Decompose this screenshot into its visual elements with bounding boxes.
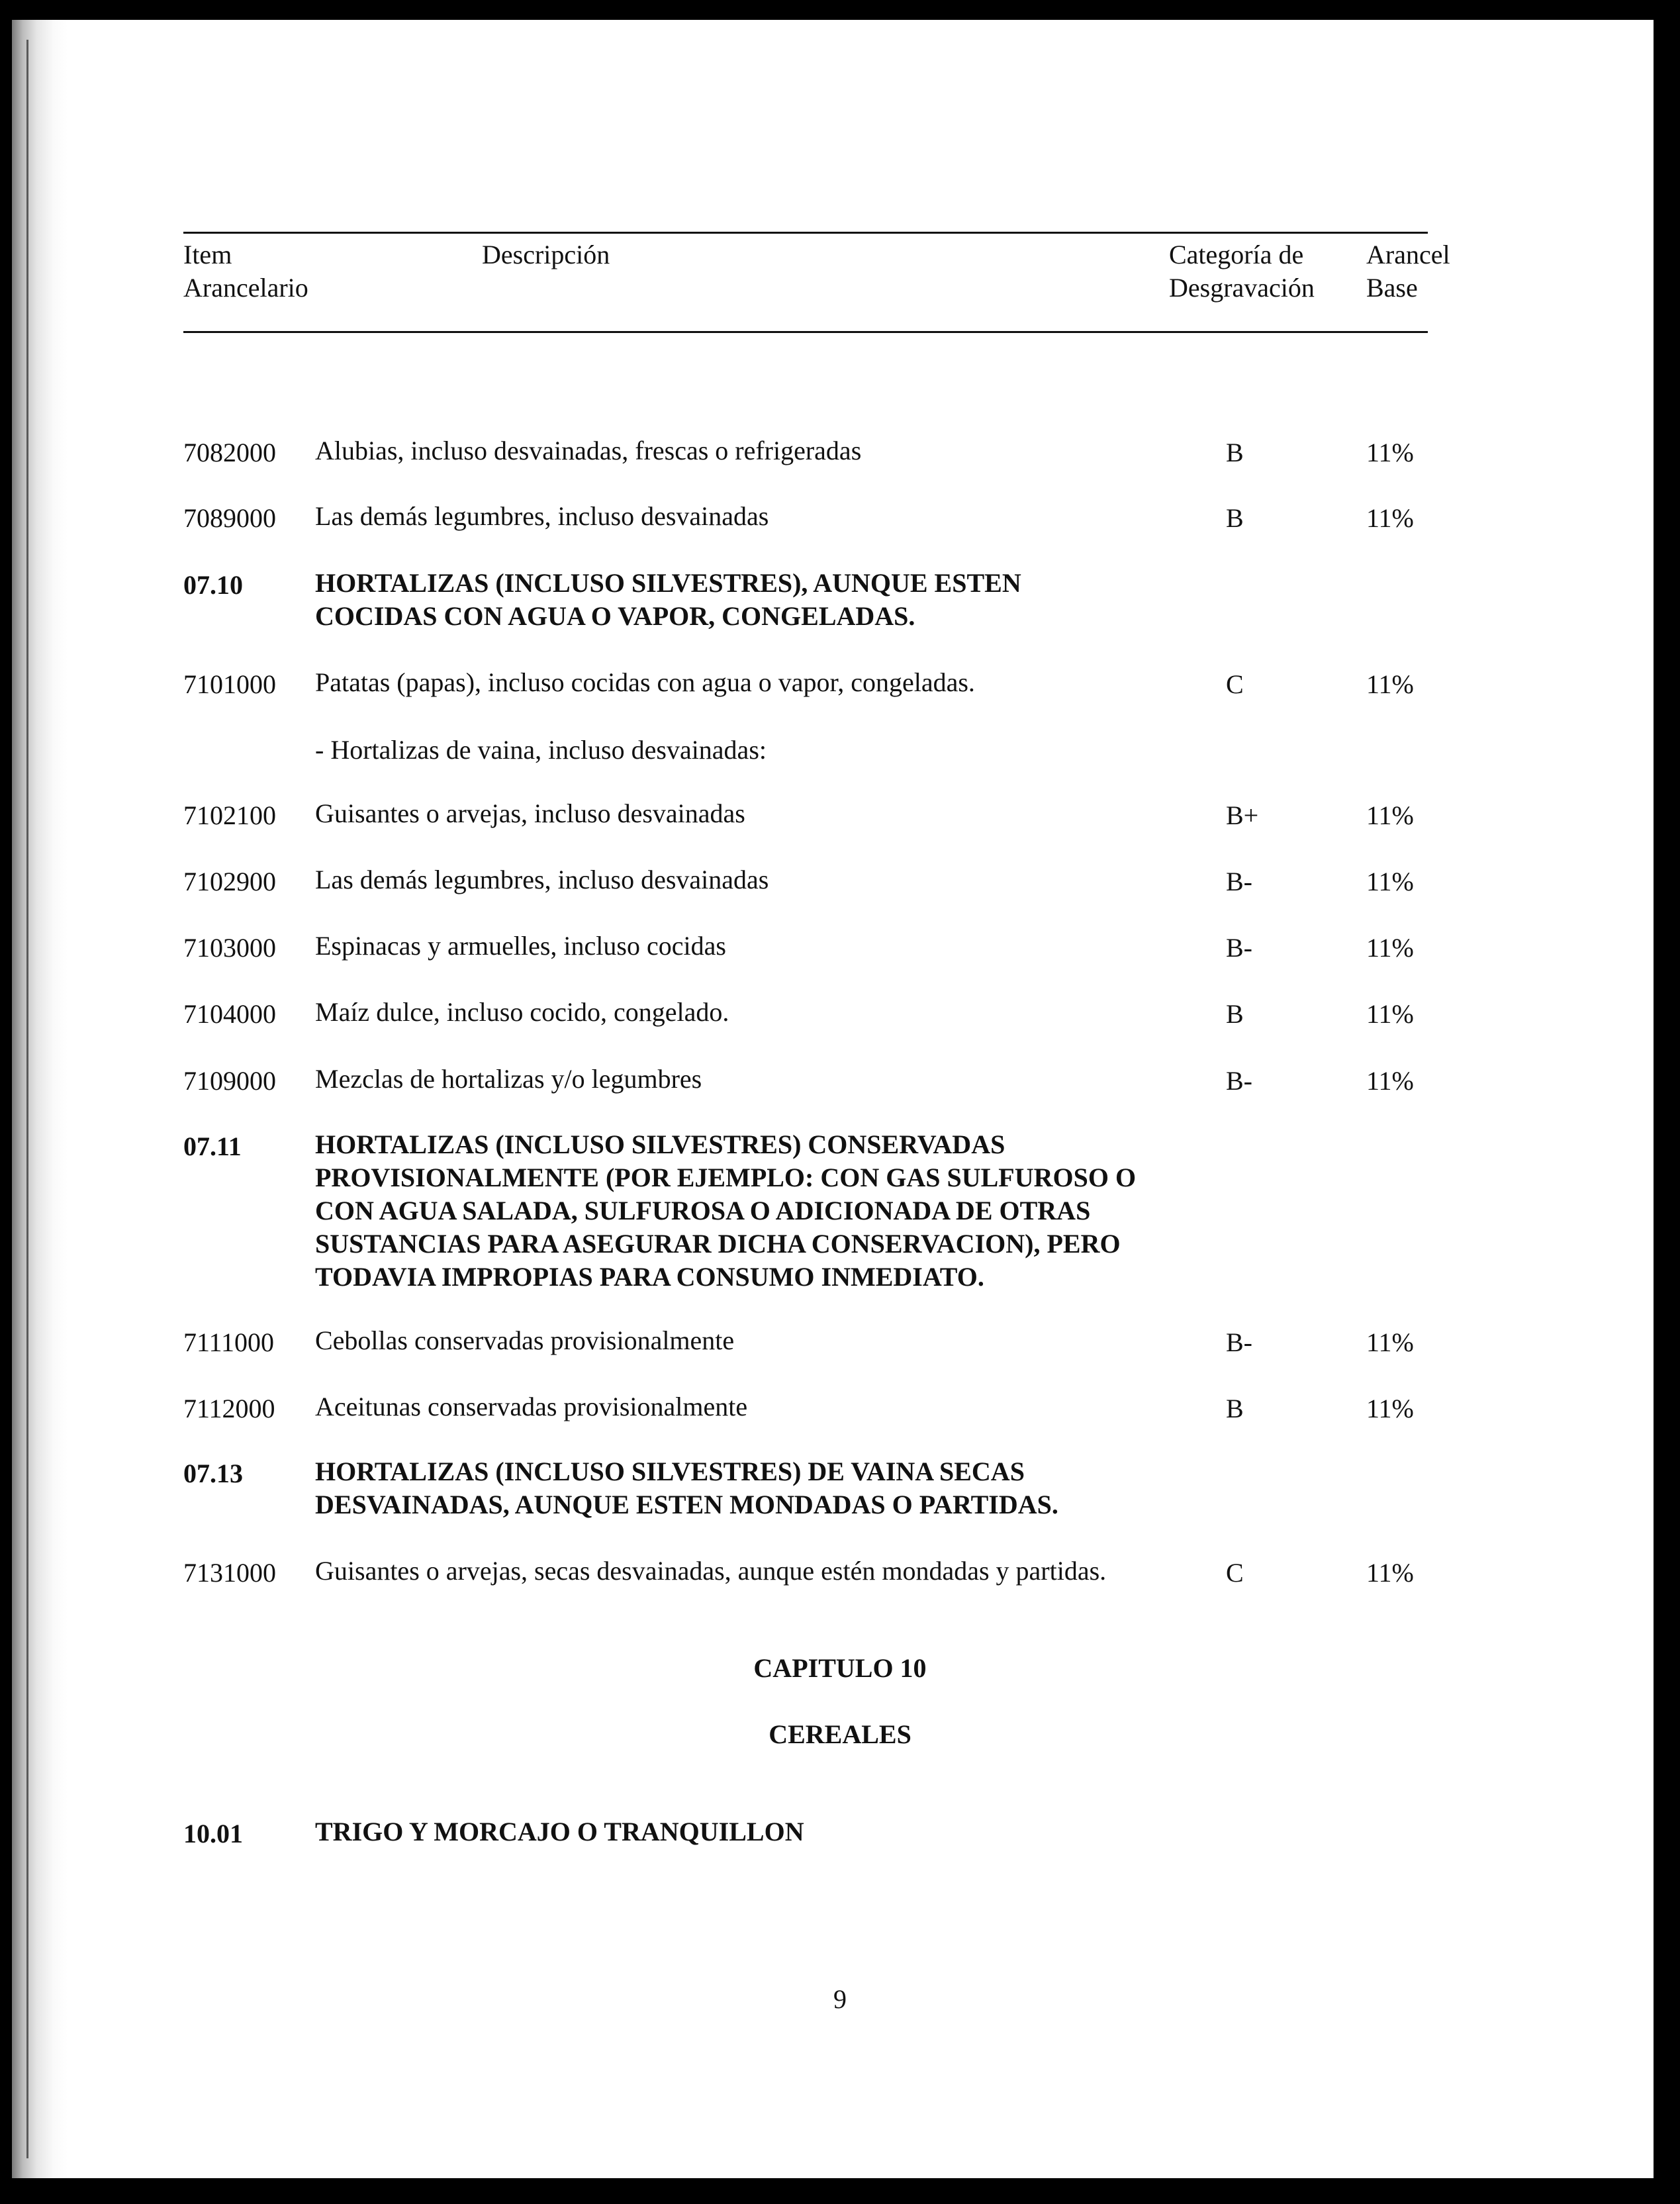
item-code: 7082000	[183, 438, 276, 467]
item-rate: 11%	[1366, 999, 1414, 1029]
heading-description	[315, 567, 1242, 633]
item-category: B-	[1226, 867, 1252, 896]
heading-description: TRIGO Y MORCAJO O TRANQUILLON	[315, 1817, 804, 1846]
heading-description	[315, 1455, 1242, 1521]
header-rate-line2: Base	[1366, 273, 1418, 303]
item-category: B+	[1226, 800, 1259, 830]
item-description: Las demás legumbres, incluso desvainadas	[315, 501, 769, 531]
item-rate: 11%	[1366, 669, 1414, 699]
item-description: Patatas (papas), incluso cocidas con agua o vapor, congeladas.	[315, 667, 975, 697]
item-category: B	[1226, 999, 1244, 1029]
item-code: 7109000	[183, 1066, 276, 1096]
heading-line: TODAVIA IMPROPIAS PARA CONSUMO INMEDIATO.	[315, 1262, 984, 1292]
item-rate: 11%	[1366, 1394, 1414, 1423]
scan-border-bottom	[0, 2178, 1680, 2204]
heading-line: SUSTANCIAS PARA ASEGURAR DICHA CONSERVACION), PERO	[315, 1229, 1121, 1259]
item-description: Las demás legumbres, incluso desvainadas	[315, 865, 769, 894]
item-category: B-	[1226, 933, 1252, 963]
item-category: B-	[1226, 1327, 1252, 1357]
item-category: B	[1226, 438, 1244, 467]
item-category: B	[1226, 1394, 1244, 1423]
item-code: 7111000	[183, 1327, 275, 1357]
header-description: Descripción	[482, 240, 610, 269]
heading-line: DESVAINADAS, AUNQUE ESTEN MONDADAS O PARTIDAS.	[315, 1490, 1058, 1519]
item-rate: 11%	[1366, 1327, 1414, 1357]
scan-border-top	[0, 0, 1680, 20]
scan-border-right	[1654, 0, 1680, 2204]
heading-code: 07.11	[183, 1131, 242, 1161]
header-category-column	[1169, 238, 1315, 305]
item-rate: 11%	[1366, 1066, 1414, 1096]
item-description: Espinacas y armuelles, incluso cocidas	[315, 931, 726, 961]
heading-line: HORTALIZAS (INCLUSO SILVESTRES) CONSERVADAS	[315, 1129, 1005, 1159]
item-description: Cebollas conservadas provisionalmente	[315, 1325, 735, 1355]
item-description: Guisantes o arvejas, incluso desvainadas	[315, 798, 745, 828]
heading-line: HORTALIZAS (INCLUSO SILVESTRES), AUNQUE ESTEN	[315, 568, 1021, 598]
item-code: 7131000	[183, 1558, 276, 1588]
scan-binding-shadow	[12, 20, 68, 2178]
item-rate: 11%	[1366, 438, 1414, 467]
scan-border-left	[0, 0, 12, 2204]
item-code: 7102100	[183, 800, 276, 830]
item-category: B-	[1226, 1066, 1252, 1096]
item-description: Guisantes o arvejas, secas desvainadas, aunque estén mondadas y partidas.	[315, 1556, 1107, 1586]
heading-code: 07.13	[183, 1459, 243, 1488]
header-top-rule	[183, 232, 1428, 234]
item-code: 7104000	[183, 999, 276, 1029]
header-bottom-rule	[183, 331, 1428, 333]
subheading: - Hortalizas de vaina, incluso desvainadas:	[315, 735, 767, 765]
item-description: Aceitunas conservadas provisionalmente	[315, 1392, 748, 1421]
item-description: Maíz dulce, incluso cocido, congelado.	[315, 997, 729, 1027]
header-rate-line1: Arancel	[1366, 240, 1450, 269]
chapter-title: CAPITULO 10	[753, 1653, 927, 1683]
heading-line: HORTALIZAS (INCLUSO SILVESTRES) DE VAINA SECAS	[315, 1457, 1025, 1486]
header-category-line2: Desgravación	[1169, 273, 1315, 303]
item-code: 7102900	[183, 867, 276, 896]
item-code: 7101000	[183, 669, 276, 699]
item-rate: 11%	[1366, 503, 1414, 533]
header-item-line1: Item	[183, 240, 232, 269]
item-category: B	[1226, 503, 1244, 533]
heading-line: COCIDAS CON AGUA O VAPOR, CONGELADAS.	[315, 601, 915, 631]
heading-code: 10.01	[183, 1819, 243, 1848]
item-category: C	[1226, 669, 1244, 699]
item-rate: 11%	[1366, 867, 1414, 896]
item-rate: 11%	[1366, 933, 1414, 963]
item-rate: 11%	[1366, 1558, 1414, 1588]
header-rate-column	[1366, 238, 1450, 305]
item-code: 7089000	[183, 503, 276, 533]
page-number: 9	[833, 1984, 847, 2014]
item-rate: 11%	[1366, 800, 1414, 830]
scan-binding-edge	[26, 40, 28, 2158]
heading-line: CON AGUA SALADA, SULFUROSA O ADICIONADA DE OTRAS	[315, 1196, 1091, 1225]
item-code: 7103000	[183, 933, 276, 963]
heading-code: 07.10	[183, 570, 243, 600]
heading-description	[315, 1128, 1242, 1294]
header-category-line1: Categoría de	[1169, 240, 1304, 269]
heading-line: PROVISIONALMENTE (POR EJEMPLO: CON GAS SULFUROSO O	[315, 1163, 1137, 1192]
header-item-line2: Arancelario	[183, 273, 308, 303]
header-item-column	[183, 238, 308, 305]
chapter-subtitle: CEREALES	[769, 1719, 911, 1749]
item-description: Alubias, incluso desvainadas, frescas o refrigeradas	[315, 436, 862, 465]
item-description: Mezclas de hortalizas y/o legumbres	[315, 1064, 702, 1094]
item-code: 7112000	[183, 1394, 275, 1423]
item-category: C	[1226, 1558, 1244, 1588]
